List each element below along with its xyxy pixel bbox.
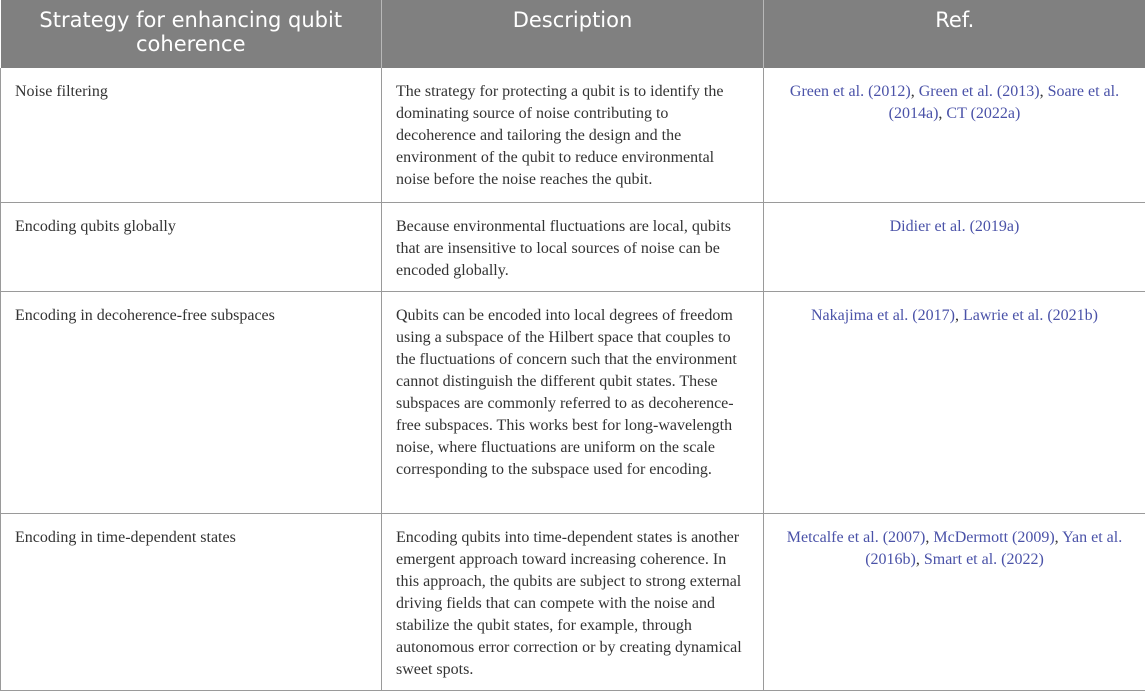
- ref-cell: [764, 513, 1145, 690]
- strategy-cell: Encoding qubits globally: [1, 202, 382, 291]
- description-cell: Encoding qubits into time-dependent states is another emergent approach toward increasing coherence. In this approach, the qubits are subject to strong external driving fields that can compete with the noise and stabilize the qubit states, for example, through autonomous error correction or by creating dynamical sweet spots.: [382, 513, 764, 690]
- ref-link[interactable]: Green et al. (2012): [790, 83, 911, 100]
- strategy-cell: Encoding in decoherence-free subspaces: [1, 291, 382, 513]
- table-row: [1, 513, 1145, 690]
- description-cell: Qubits can be encoded into local degrees of freedom using a subspace of the Hilbert space that couples to the fluctuations of concern such that the environment cannot distinguish the different qubit states. These subspaces are commonly referred to as decoherence-free subspaces. This works best for long-wavelength noise, where fluctuations are uniform on the scale corresponding to the subspace used for encoding.: [382, 291, 764, 513]
- table-row: [1, 202, 1145, 291]
- ref-link[interactable]: Metcalfe et al. (2007): [787, 529, 926, 546]
- ref-separator: ,: [916, 551, 924, 568]
- strategy-cell: Encoding in time-dependent states: [1, 513, 382, 690]
- ref-separator: ,: [911, 83, 919, 100]
- ref-separator: ,: [938, 105, 946, 122]
- header-ref: Ref.: [764, 0, 1145, 68]
- ref-cell: [764, 291, 1145, 513]
- strategy-cell: Noise filtering: [1, 68, 382, 202]
- ref-link[interactable]: Green et al. (2013): [919, 83, 1040, 100]
- ref-cell: [764, 68, 1145, 202]
- header-description: Description: [382, 0, 764, 68]
- ref-link[interactable]: CT (2022a): [946, 105, 1020, 122]
- table-row: [1, 68, 1145, 202]
- ref-separator: ,: [955, 307, 963, 324]
- ref-link[interactable]: Soare et al. (2014a): [889, 83, 1119, 122]
- ref-separator: ,: [1055, 529, 1062, 546]
- ref-link[interactable]: Yan et al. (2016b): [865, 529, 1122, 568]
- ref-cell: [764, 202, 1145, 291]
- header-strategy: Strategy for enhancing qubit coherence: [1, 0, 382, 68]
- ref-link[interactable]: Lawrie et al. (2021b): [963, 307, 1098, 324]
- ref-link[interactable]: Nakajima et al. (2017): [811, 307, 955, 324]
- ref-separator: ,: [925, 529, 933, 546]
- ref-separator: ,: [1040, 83, 1048, 100]
- ref-link[interactable]: Didier et al. (2019a): [890, 218, 1020, 235]
- table-header-row: [1, 0, 1145, 68]
- ref-link[interactable]: Smart et al. (2022): [924, 551, 1044, 568]
- ref-link[interactable]: McDermott (2009): [933, 529, 1054, 546]
- description-cell: Because environmental fluctuations are local, qubits that are insensitive to local sources of noise can be encoded globally.: [382, 202, 764, 291]
- description-cell: The strategy for protecting a qubit is to identify the dominating source of noise contributing to decoherence and tailoring the design and the environment of the qubit to reduce environmental noise before the noise reaches the qubit.: [382, 68, 764, 202]
- table-row: [1, 291, 1145, 513]
